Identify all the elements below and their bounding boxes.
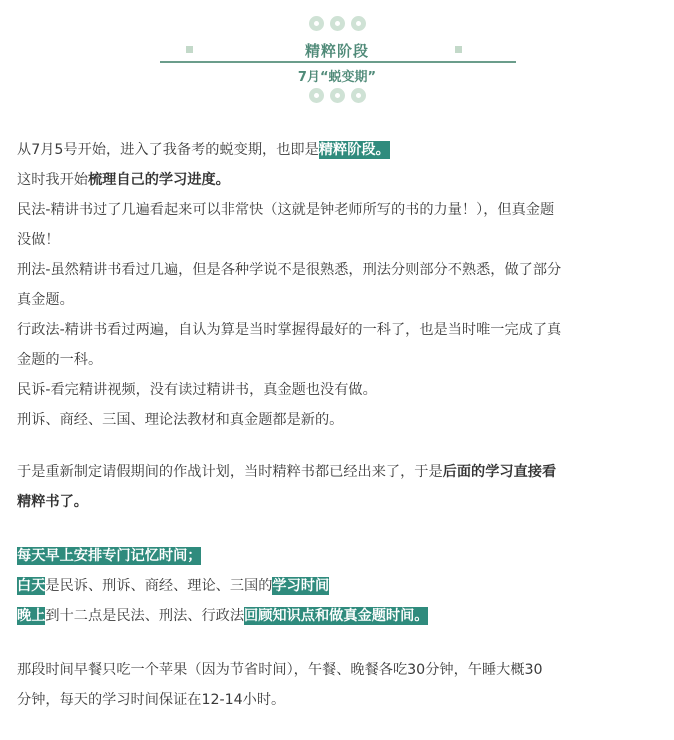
bold-text: 后面的学习直接看 bbox=[442, 464, 557, 480]
subject-line: 刑法-虽然精讲书看过几遍，但是各种学说不是很熟悉，刑法分则部分不熟悉，做了部分 bbox=[17, 262, 562, 278]
schedule-morning bbox=[17, 541, 662, 571]
flower-icon bbox=[309, 88, 324, 103]
highlight: 精粹阶段。 bbox=[318, 142, 390, 158]
text: 从7月5号开始，进入了我备考的蜕变期，也即是 bbox=[17, 142, 319, 158]
schedule-night bbox=[17, 601, 662, 631]
flower-icon bbox=[330, 88, 345, 103]
flower-icon bbox=[351, 88, 366, 103]
paragraph bbox=[17, 135, 662, 165]
subject-line: 行政法-精讲书看过两遍，自认为算是当时掌握得最好的一科了，也是当时唯一完成了真 bbox=[17, 322, 562, 338]
subject-line: 真金题。 bbox=[17, 292, 74, 308]
subject-line: 民诉-看完精讲视频，没有读过精讲书，真金题也没有做。 bbox=[17, 382, 377, 398]
subject-line: 金题的一科。 bbox=[17, 352, 103, 368]
text: 于是重新制定请假期间的作战计划，当时精粹书都已经出来了，于是 bbox=[17, 464, 443, 480]
subject-line: 没做！ bbox=[17, 232, 60, 248]
paragraph: 分钟，每天的学习时间保证在12-14小时。 bbox=[17, 692, 286, 708]
spacer bbox=[17, 435, 662, 457]
flower-icon bbox=[351, 16, 366, 31]
spacer bbox=[17, 517, 662, 541]
flower-ornament-bottom bbox=[0, 88, 674, 103]
flower-icon bbox=[309, 16, 324, 31]
highlight: 白天 bbox=[17, 578, 46, 594]
subject-line: 民法-精讲书过了几遍看起来可以非常快（这就是钟老师所写的书的力量！），但真金题 bbox=[17, 202, 555, 218]
paragraph: 那段时间早餐只吃一个苹果（因为节省时间），午餐、晚餐各吃30分钟，午睡大概30 bbox=[17, 662, 543, 678]
highlight: 每天早上安排专门记忆时间； bbox=[17, 548, 202, 564]
text: 这时我开始 bbox=[17, 172, 88, 188]
highlight: 晚上 bbox=[17, 608, 46, 624]
section-header bbox=[0, 0, 674, 110]
paragraph bbox=[17, 487, 662, 517]
flower-icon bbox=[330, 16, 345, 31]
bold-text: 梳理自己的学习进度。 bbox=[87, 172, 230, 188]
schedule-day bbox=[17, 571, 662, 601]
spacer bbox=[17, 631, 662, 655]
flower-ornament-top bbox=[0, 16, 674, 31]
text: 是民诉、刑诉、商经、理论、三国的 bbox=[45, 578, 273, 594]
article-body bbox=[17, 135, 662, 715]
paragraph bbox=[17, 165, 662, 195]
section-subtitle: 7月“蜕变期” bbox=[297, 70, 377, 85]
paragraph bbox=[17, 457, 662, 487]
subject-line: 刑诉、商经、三国、理论法教材和真金题都是新的。 bbox=[17, 412, 344, 428]
highlight: 回顾知识点和做真金题时间。 bbox=[244, 608, 429, 624]
text: 到十二点是民法、刑法、行政法 bbox=[45, 608, 245, 624]
bold-text: 精粹书了。 bbox=[17, 494, 88, 510]
highlight: 学习时间 bbox=[272, 578, 330, 594]
title-divider bbox=[160, 61, 516, 63]
section-title: 精粹阶段 bbox=[304, 42, 369, 60]
